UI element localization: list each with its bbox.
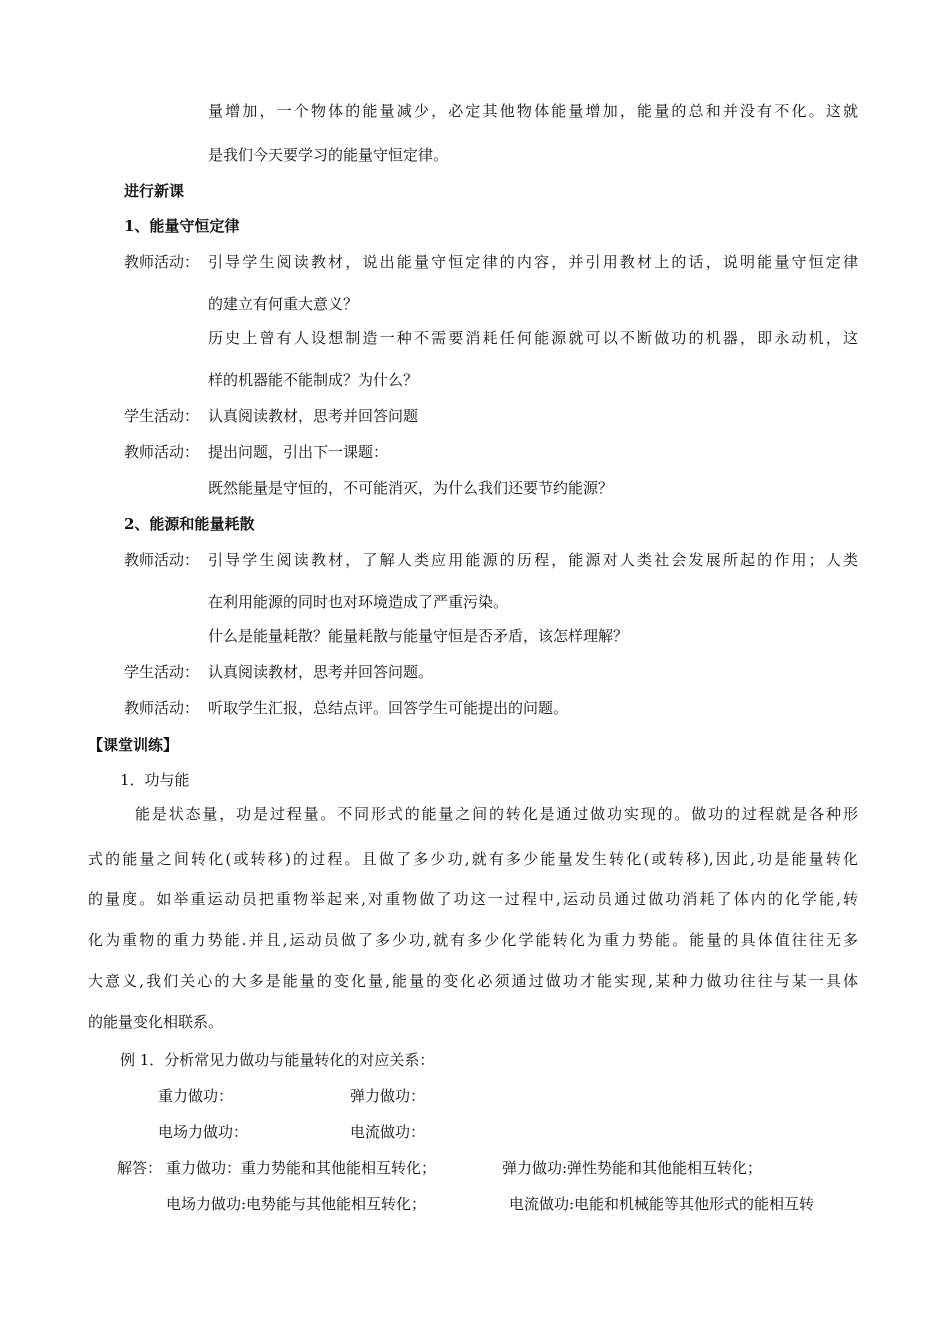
teacher-activity-text: 听取学生汇报，总结点评。回答学生可能提出的问题。 <box>208 699 569 717</box>
teacher-activity-text: 的建立有何重大意义？ <box>208 295 359 313</box>
intro-line-1: 量增加，一个物体的能量减少，必定其他物体能量增加，能量的总和并没有不化。这就 <box>208 102 858 120</box>
paragraph-line: 式的能量之间转化(或转移)的过程。且做了多少功,就有多少能量发生转化(或转移),因此,功是能量转化 <box>88 850 858 868</box>
teacher-activity-text: 引导学生阅读教材，说出能量守恒定律的内容，并引用教材上的话，说明能量守恒定律 <box>208 253 858 271</box>
teacher-activity-label: 教师活动： <box>124 699 200 717</box>
example-1: 例 1．分析常见力做功与能量转化的对应关系： <box>120 1051 435 1069</box>
teacher-activity-label: 教师活动： <box>124 253 200 271</box>
student-activity-label: 学生活动： <box>124 407 200 425</box>
student-activity-text: 认真阅读教材，思考并回答问题 <box>208 407 419 425</box>
intro-line-2: 是我们今天要学习的能量守恒定律。 <box>208 146 449 164</box>
teacher-activity-label: 教师活动： <box>124 551 200 569</box>
student-activity-label: 学生活动： <box>124 663 200 681</box>
teacher-activity-text: 既然能量是守恒的，不可能消灭，为什么我们还要节约能源？ <box>208 479 614 497</box>
paragraph-line: 能是状态量，功是过程量。不同形式的能量之间的转化是通过做功实现的。做功的过程就是各种形 <box>135 805 858 823</box>
answer-gravity: 重力做功：重力势能和其他能相互转化； <box>166 1159 437 1177</box>
answer-electric-field: 电场力做功:电势能与其他能相互转化； <box>166 1195 427 1213</box>
teacher-activity-text: 历史上曾有人设想制造一种不需要消耗任何能源就可以不断做功的机器，即永动机，这 <box>208 329 858 347</box>
paragraph-line: 的量度。如举重运动员把重物举起来,对重物做了功这一过程中,运动员通过做功消耗了体内的化学能,转 <box>88 890 858 908</box>
answer-label: 解答： <box>117 1159 163 1177</box>
student-activity-text: 认真阅读教材，思考并回答问题。 <box>208 663 434 681</box>
gravity-work-label: 重力做功： <box>158 1087 234 1105</box>
elastic-work-label: 弹力做功： <box>350 1087 426 1105</box>
teacher-activity-text: 样的机器能不能制成？为什么？ <box>208 371 419 389</box>
paragraph-line: 化为重物的重力势能.并且,运动员做了多少功,就有多少化学能转化为重力势能。能量的具体值往往无多 <box>88 931 858 949</box>
section-2-title: 2、能源和能量耗散 <box>124 515 255 533</box>
training-heading: 【课堂训练】 <box>88 736 179 754</box>
paragraph-line: 的能量变化相联系。 <box>88 1013 224 1031</box>
teacher-activity-text: 什么是能量耗散？能量耗散与能量守恒是否矛盾，该怎样理解？ <box>208 627 629 645</box>
teacher-activity-text: 在利用能源的同时也对环境造成了严重污染。 <box>208 593 509 611</box>
teacher-activity-text: 引导学生阅读教材，了解人类应用能源的历程，能源对人类社会发展所起的作用；人类 <box>208 551 858 569</box>
teacher-activity-text: 提出问题，引出下一课题： <box>208 443 389 461</box>
teacher-activity-label: 教师活动： <box>124 443 200 461</box>
paragraph-line: 大意义,我们关心的大多是能量的变化量,能量的变化必须通过做功才能实现,某种力做功往往与某一具体 <box>88 972 858 990</box>
answer-current: 电流做功:电能和机械能等其他形式的能相互转 <box>509 1195 815 1213</box>
electric-field-work-label: 电场力做功： <box>158 1123 249 1141</box>
current-work-label: 电流做功： <box>350 1123 426 1141</box>
section-1-title: 1、能量守恒定律 <box>124 217 240 235</box>
training-item-1: 1．功与能 <box>120 771 190 789</box>
answer-elastic: 弹力做功:弹性势能和其他能相互转化； <box>502 1159 763 1177</box>
new-lesson-heading: 进行新课 <box>124 182 185 200</box>
